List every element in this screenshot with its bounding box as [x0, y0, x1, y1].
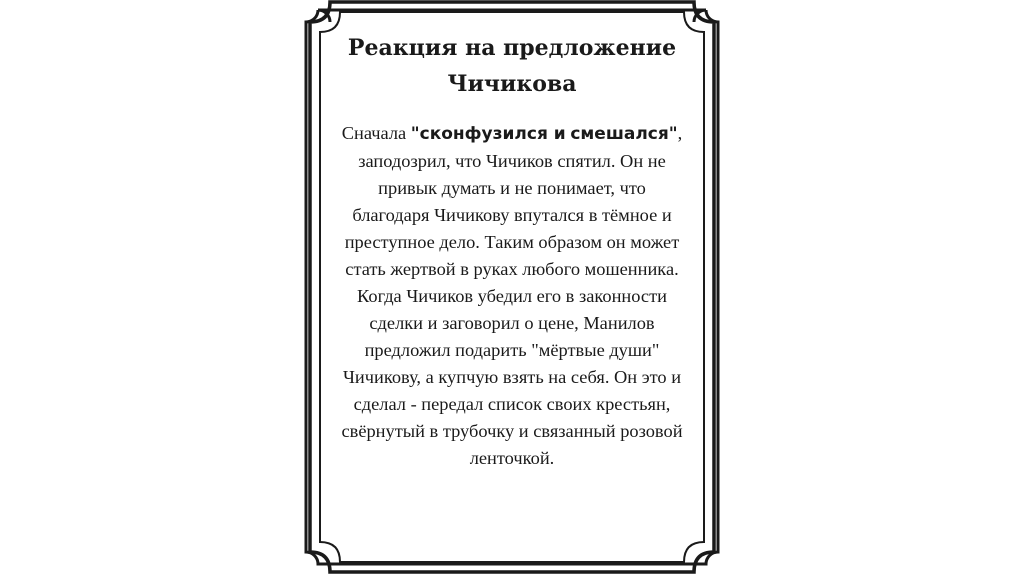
- body-quote-close: ": [668, 124, 678, 144]
- title-line-2: Чичикова: [447, 71, 577, 97]
- slide-body-text: [338, 120, 686, 472]
- slide-title: [330, 30, 694, 102]
- body-intro: Сначала: [341, 123, 411, 143]
- body-continuation: , заподозрил, что Чичиков спятил. Он не привык думать и не понимает, что благодаря Чичикову впутался в тёмное и преступное дело. Таким образом он может стать жертвой в руках любого мошенника. Когда Чичиков убедил его в законности сделки и заговорил о цене, Манилов предложил подарить "мёртвые души" Чичикову, а купчую взять на себя. Он это и сделал - передал список своих крестьян, свёрнутый в трубочку и связанный розовой ленточкой.: [341, 123, 683, 468]
- title-line-1: Реакция на предложение: [347, 35, 677, 61]
- body-emphasis-1: сконфузился и: [419, 124, 566, 144]
- body-emphasis-2: смешался: [570, 124, 669, 144]
- body-quote-open: ": [410, 124, 420, 144]
